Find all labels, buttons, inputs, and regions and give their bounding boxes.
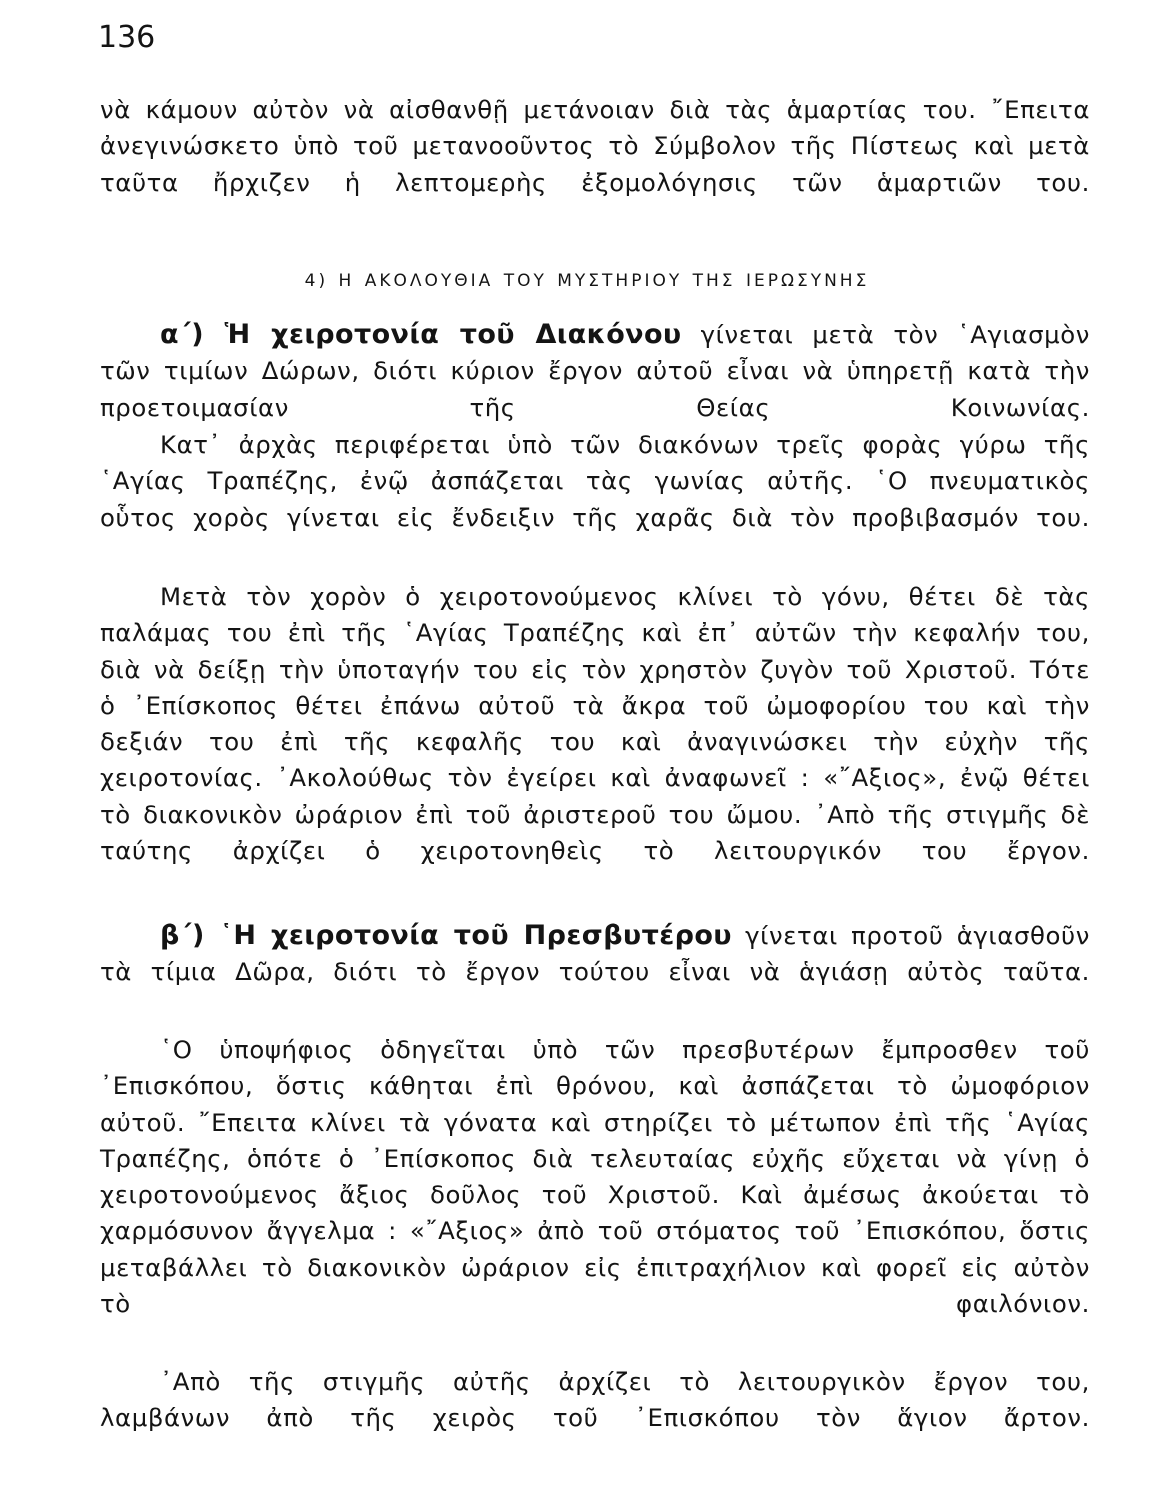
paragraph-deacon-ordination (100, 317, 1090, 426)
subheading-deacon: α΄) Ἡ χειροτονία τοῦ Διακόνου (160, 319, 682, 350)
paragraph-kneeling: Μετὰ τὸν χορὸν ὁ χειροτονούμενος κλίνει τὸ γόνυ, θέτει δὲ τὰς παλάμας του ἐπὶ τῆς ῾Αγίας Τραπέζης καὶ ἐπ᾽ αὐτῶν τὴν κεφαλήν του, διὰ νὰ δείξῃ τὴν ὑποταγήν του εἰς τὸν χρηστὸν ζυγὸν τοῦ Χριστοῦ. Τότε ὁ ᾽Επίσκοπος θέτει ἐπάνω αὐτοῦ τὰ ἄκρα τοῦ ὠμοφορίου του καὶ τὴν δεξιάν του ἐπὶ τῆς κεφαλῆς του καὶ ἀναγινώσκει τὴν εὐχὴν τῆς χειροτονίας. ᾽Ακολούθως τὸν ἐγείρει καὶ ἀναφωνεῖ : «῎Αξιος», ἐνῷ θέτει τὸ διακονικὸν ὠράριον ἐπὶ τοῦ ἀριστεροῦ του ὤμου. ᾽Απὸ τῆς στιγμῆς δὲ ταύτης ἀρχίζει ὁ χειροτονηθεὶς τὸ λειτουργικόν του ἔργον. (100, 582, 1090, 866)
paragraph-presbyter-text: γίνεται προτοῦ ἁγιασθοῦν τὰ τίμια Δῶρα, διότι τὸ ἔργον τούτου εἶναι νὰ ἁγιάσῃ αὐτὸς ταῦτα. (100, 921, 1090, 987)
paragraph-liturgical-work: ᾽Απὸ τῆς στιγμῆς αὐτῆς ἀρχίζει τὸ λειτουργικὸν ἔργον του, λαμβάνων ἀπὸ τῆς χειρὸς τοῦ ᾽Επισκόπου τὸν ἅγιον ἄρτον. (100, 1367, 1090, 1433)
page-number: 136 (98, 20, 156, 55)
paragraph-presbyter-ordination (100, 918, 1090, 991)
paragraph-candidate: ῾Ο ὑποψήφιος ὁδηγεῖται ὑπὸ τῶν πρεσβυτέρων ἔμπροσθεν τοῦ ᾽Επισκόπου, ὅστις κάθηται ἐπὶ θρόνου, καὶ ἀσπάζεται τὸ ὠμοφόριον αὐτοῦ. ῎Επειτα κλίνει τὰ γόνατα καὶ στηρίζει τὸ μέτωπον ἐπὶ τῆς ῾Αγίας Τραπέζης, ὁπότε ὁ ᾽Επίσκοπος διὰ τελευταίας εὐχῆς εὔχεται νὰ γίνῃ ὁ χειροτονούμενος ἄξιος δοῦλος τοῦ Χριστοῦ. Καὶ ἀμέσως ἀκούεται τὸ χαρμόσυνον ἄγγελμα : «῎Αξιος» ἀπὸ τοῦ στόματος τοῦ ᾽Επισκόπου, ὅστις μεταβάλλει τὸ διακονικὸν ὠράριον εἰς ἐπιτραχήλιον καὶ φορεῖ εἰς αὐτὸν τὸ φαιλόνιον. (100, 1035, 1090, 1319)
paragraph-confession-end: νὰ κάμουν αὐτὸν νὰ αἰσθανθῇ μετάνοιαν διὰ τὰς ἁμαρτίας του. ῎Επειτα ἀνεγινώσκετο ὑπὸ τοῦ μετανοοῦντος τὸ Σύμβολον τῆς Πίστεως καὶ μετὰ ταῦτα ἤρχιζεν ἡ λεπτομερὴς ἐξομολόγησις τῶν ἁμαρτιῶν του. (100, 95, 1090, 197)
subheading-presbyter: β΄) ῾Η χειροτονία τοῦ Πρεσβυτέρου (160, 920, 732, 951)
section-heading: 4) Η ΑΚΟΛΟΥΘΙΑ ΤΟΥ ΜΥΣΤΗΡΙΟΥ ΤΗΣ ΙΕΡΩΣΥΝΗΣ (304, 271, 870, 291)
paragraph-deacon-text: γίνεται μετὰ τὸν ῾Αγιασμὸν τῶν τιμίων Δώρων, διότι κύριον ἔργον αὐτοῦ εἶναι νὰ ὑπηρετῇ κατὰ τὴν προετοιμασίαν τῆς Θείας Κοινωνίας. (100, 320, 1090, 422)
paragraph-dance: Κατ᾽ ἀρχὰς περιφέρεται ὑπὸ τῶν διακόνων τρεῖς φορὰς γύρω τῆς ῾Αγίας Τραπέζης, ἐνῷ ἀσπάζεται τὰς γωνίας αὐτῆς. ῾Ο πνευματικὸς οὗτος χορὸς γίνεται εἰς ἔνδειξιν τῆς χαρᾶς διὰ τὸν προβιβασμόν του. (100, 430, 1090, 532)
